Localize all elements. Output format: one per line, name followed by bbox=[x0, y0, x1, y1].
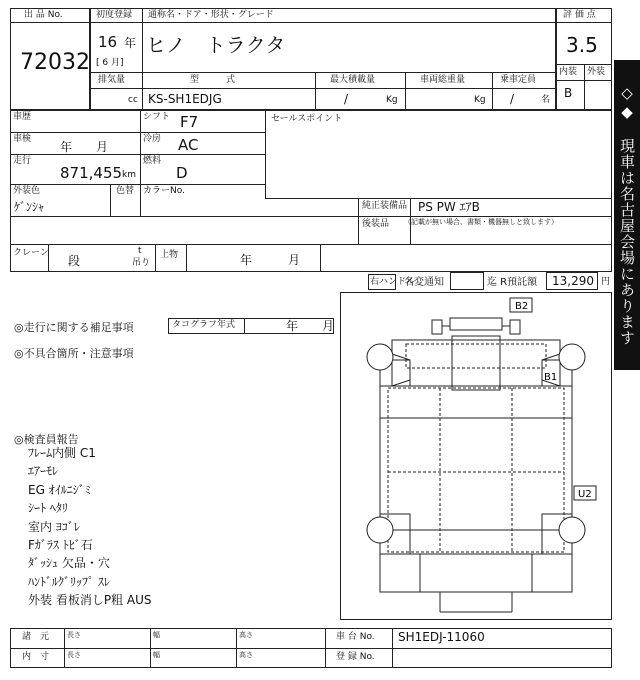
mileage-value: 871,455 bbox=[60, 164, 123, 182]
color-code-label: カラーNo. bbox=[143, 186, 185, 196]
inspector-item: 室内 ﾖｺﾞﾚ bbox=[28, 520, 80, 534]
ext-color-value: ｹﾞﾝｼｬ bbox=[14, 200, 45, 214]
dims-label: 諸 元 bbox=[22, 632, 50, 642]
score-value: 3.5 bbox=[566, 33, 598, 57]
mileage-unit: km bbox=[122, 170, 136, 180]
inspector-item: Fｶﾞﾗｽ ﾄﾋﾞ石 bbox=[28, 538, 93, 552]
inspector-title: ◎検査員報告 bbox=[14, 433, 79, 446]
r-deposit-label: 迄 R預託額 bbox=[487, 277, 538, 288]
inspector-item: ｴｱｰﾓﾚ bbox=[28, 464, 59, 478]
history-label: 車歴 bbox=[13, 112, 32, 122]
dims-length-label: 長さ bbox=[67, 631, 81, 639]
r-amount: 13,290 bbox=[552, 274, 594, 288]
color-no-label: 色替 bbox=[116, 186, 135, 196]
capacity-value: / bbox=[510, 92, 515, 106]
displacement-label: 排気量 bbox=[98, 75, 126, 85]
damage-mark-b1: B1 bbox=[544, 372, 558, 383]
aircon-label: 冷房 bbox=[143, 134, 162, 144]
fuel-value: D bbox=[176, 164, 188, 182]
details-box bbox=[10, 110, 612, 272]
interior-dims-label: 内 寸 bbox=[22, 652, 50, 662]
exterior-grade-label: 外装 bbox=[587, 67, 606, 77]
interior-width-label: 幅 bbox=[153, 651, 160, 659]
damage-mark-b2: B2 bbox=[515, 301, 529, 312]
tacho-value: 年 月 bbox=[286, 319, 335, 333]
aircon-value: AC bbox=[178, 136, 199, 154]
gross-weight-unit: Kg bbox=[474, 95, 486, 105]
displacement-unit: cc bbox=[128, 95, 138, 105]
vehicle-name: ヒノ トラクタ bbox=[146, 33, 286, 57]
chassis-label: 車 台 No. bbox=[336, 632, 375, 642]
first-reg-month: [ 6 月] bbox=[96, 58, 124, 68]
crane-stage: 段 bbox=[68, 254, 81, 268]
truck-damage-diagram bbox=[340, 292, 612, 620]
driving-remarks-title: ◎走行に関する補足事項 bbox=[14, 321, 134, 334]
name-change-box bbox=[450, 272, 484, 290]
reg-label: 登 録 No. bbox=[336, 652, 375, 662]
dims-width-label: 幅 bbox=[153, 631, 160, 639]
chassis-value: SH1EDJ-11060 bbox=[398, 630, 485, 644]
aftermarket-note: （記載が無い場合、書類・機器無しと致します） bbox=[404, 218, 558, 226]
aftermarket-label: 後装品 bbox=[362, 219, 390, 229]
inspector-item: EG ｵｲﾙﾆｼﾞﾐ bbox=[28, 483, 91, 497]
yen-unit: 円 bbox=[601, 277, 611, 287]
lot-label: 出 品 No. bbox=[24, 10, 63, 20]
shift-value: F7 bbox=[180, 113, 199, 131]
inspector-item: ﾀﾞｯｼｭ 欠品・穴 bbox=[28, 556, 110, 570]
defects-title: ◎不具合箇所・注意事項 bbox=[14, 347, 134, 360]
inspector-item: ｼｰﾄ ﾍﾀﾘ bbox=[28, 501, 68, 515]
model-label: 型 式 bbox=[190, 75, 236, 85]
interior-length-label: 長さ bbox=[67, 651, 81, 659]
inspector-item: 外装 看板消しP粗 AUS bbox=[28, 593, 152, 607]
dims-height-label: 高さ bbox=[239, 631, 253, 639]
tacho-label: タコグラフ年式 bbox=[172, 320, 236, 330]
gross-weight-label: 車両総重量 bbox=[420, 75, 466, 85]
interior-grade-label: 内装 bbox=[559, 67, 578, 77]
lot-number: 72032 bbox=[20, 50, 90, 75]
fuel-label: 燃料 bbox=[143, 156, 162, 166]
max-load-value: / bbox=[344, 92, 349, 106]
crane-hang: 吊り bbox=[132, 258, 151, 268]
mileage-label: 走行 bbox=[13, 156, 32, 166]
capacity-label: 乗車定員 bbox=[500, 75, 537, 85]
capacity-unit: 名 bbox=[541, 95, 551, 105]
inspection-value: 年 月 bbox=[60, 140, 109, 154]
damage-mark-u2: U2 bbox=[578, 489, 592, 500]
name-change-label: 名変通知 bbox=[404, 277, 444, 288]
inspection-label: 車検 bbox=[13, 134, 32, 144]
equipment-label: 純正装備品 bbox=[362, 201, 408, 211]
inspector-item: ﾊﾝﾄﾞﾙｸﾞﾘｯﾌﾟ ｽﾚ bbox=[28, 575, 110, 589]
year-unit: 年 bbox=[124, 36, 137, 50]
interior-grade: B bbox=[564, 86, 573, 100]
equipment-value: PS PW ｴｱB bbox=[418, 200, 480, 214]
selling-points-label: セールスポイント bbox=[271, 114, 343, 124]
max-load-unit: Kg bbox=[386, 95, 398, 105]
score-label: 評 価 点 bbox=[563, 10, 596, 20]
max-load-label: 最大積載量 bbox=[330, 75, 376, 85]
upper-value: 年 月 bbox=[240, 253, 301, 267]
first-reg-year: 16 bbox=[98, 33, 118, 51]
model-code: KS-SH1EDJG bbox=[148, 92, 222, 106]
name-label: 通称名・ドア・形状・グレード bbox=[148, 10, 274, 20]
ext-color-label: 外装色 bbox=[13, 186, 41, 196]
shift-label: シフト bbox=[143, 112, 171, 122]
crane-label: クレーン bbox=[13, 248, 49, 258]
first-reg-label: 初度登録 bbox=[96, 10, 133, 20]
upper-label: 上物 bbox=[160, 250, 179, 260]
interior-height-label: 高さ bbox=[239, 651, 253, 659]
handle-value: 右ハンドル bbox=[370, 277, 416, 287]
crane-ton: t bbox=[138, 246, 142, 256]
venue-banner: ◇◆ 現車は名古屋会場にあります ◆◇ bbox=[614, 60, 640, 370]
inspector-item: ﾌﾚｰﾑ内側 C1 bbox=[28, 446, 96, 460]
